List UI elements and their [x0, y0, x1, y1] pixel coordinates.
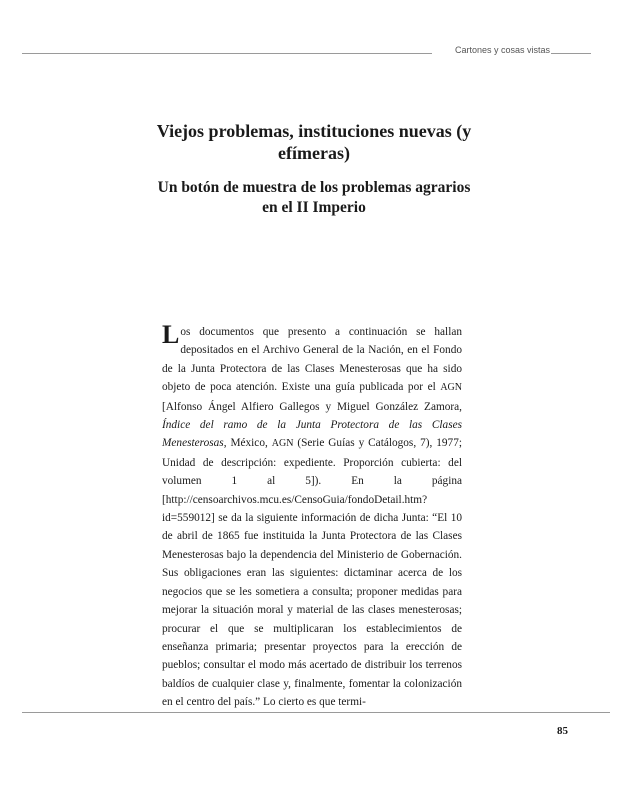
body-text-part-1: os documentos que presento a continuación se hallan depositados en el Archivo General de la Nación, en el Fondo de la Junta Protectora de las Clases Menesterosas que ha sido objeto de poca atención. Existe una guía publicada por el	[162, 326, 462, 394]
agn-abbreviation: AGN	[271, 438, 294, 450]
running-head: Cartones y cosas vistas	[454, 45, 550, 55]
cited-work-title: Índice del ramo de la Junta Protectora de las Clases Menesterosas	[162, 419, 462, 450]
page-number: 85	[557, 725, 568, 737]
drop-cap: L	[162, 320, 180, 349]
agn-abbreviation: AGN	[440, 382, 462, 394]
body-text-part-4: (Serie Guías y Catálogos, 7), 1977; Unidad de descripción: expediente. Proporción cubierta: del volumen 1 al 5]). En la página [http://censoarchivos.mcu.es/CensoGuia/fondoDetail.htm?id=559012] se da la siguiente información de dicha Junta: “El 10 de abril de 1865 fue instituida la Junta Protectora de las Clases Menesterosas bajo la dependencia del Ministerio de Gobernación. Sus obligaciones eran las siguientes: dictaminar acerca de los negocios que se les sometiera a consulta; proponer medidas para mejorar la situación moral y material de las clases menesterosas; procurar el que se multiplicaran los establecimientos de enseñanza primaria; presentar proyectos para la erección de pueblos; consultar el modo más acertado de distribuir los terrenos baldíos de cualquier clase y, finalmente, fomentar la colonización en el centro del país.” Lo cierto es que termi-	[162, 437, 462, 709]
body-paragraph	[162, 320, 462, 712]
footer-rule	[22, 712, 610, 713]
body-text-part-2: [Alfonso Ángel Alfiero Gallegos y Miguel González Zamora,	[162, 400, 462, 413]
header-rule-end	[551, 53, 591, 54]
header-rule	[22, 53, 432, 54]
chapter-subtitle: Un botón de muestra de los problemas agrarios en el II Imperio	[157, 179, 471, 216]
body-text-part-3: , México,	[223, 437, 272, 450]
chapter-title: Viejos problemas, instituciones nuevas (y efímeras)	[156, 121, 472, 163]
